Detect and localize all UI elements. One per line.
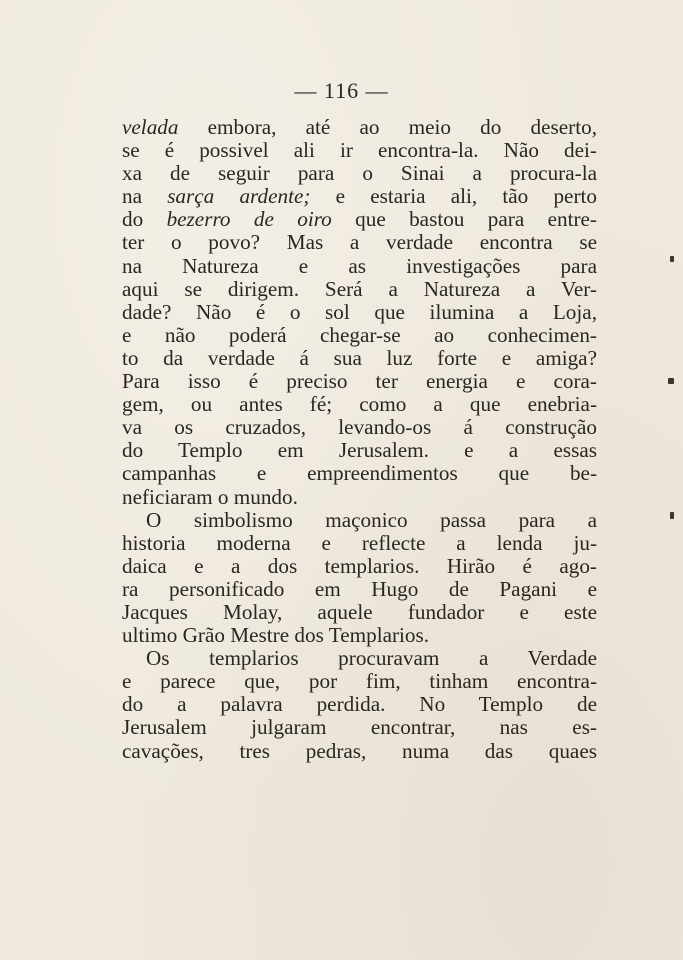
text-line — [122, 740, 597, 763]
text-line — [122, 555, 597, 578]
text-line — [122, 670, 597, 693]
text-run: na — [122, 184, 168, 209]
text-run: Jerusalem julgaram encontrar, nas es- — [122, 715, 597, 740]
text-line — [122, 185, 597, 208]
body-text — [122, 116, 597, 763]
text-run: se é possivel ali ir encontra-la. Não dei- — [122, 138, 597, 163]
text-line — [122, 416, 597, 439]
text-line — [122, 601, 597, 624]
text-run: to da verdade á sua luz forte e amiga? — [122, 345, 597, 370]
text-line — [122, 324, 597, 347]
page-number: — 116 — — [294, 78, 389, 103]
text-line — [122, 301, 597, 324]
text-line — [122, 370, 597, 393]
text-line — [122, 486, 597, 509]
text-line — [122, 116, 597, 139]
text-run: ter o povo? Mas a verdade encontra se — [122, 230, 597, 255]
text-line — [122, 231, 597, 254]
text-run: historia moderna e reflecte a lenda ju- — [122, 530, 597, 555]
text-line — [122, 462, 597, 485]
text-line — [122, 347, 597, 370]
text-line — [122, 624, 597, 647]
text-line — [122, 532, 597, 555]
text-run: gem, ou antes fé; como a que enebria- — [122, 392, 597, 417]
text-run: aqui se dirigem. Será a Natureza a Ver- — [122, 276, 597, 301]
text-run: e parece que, por fim, tinham encontra- — [122, 669, 597, 694]
text-line — [122, 693, 597, 716]
italic-text: sarça ardente; — [167, 184, 311, 209]
text-line — [122, 278, 597, 301]
text-run: que bastou para entre- — [331, 207, 597, 232]
text-line — [122, 139, 597, 162]
text-run: Jacques Molay, aquele fundador e este — [122, 599, 597, 624]
text-run: na Natureza e as investigações para — [122, 253, 597, 278]
ink-speck — [668, 378, 674, 384]
text-run: dade? Não é o sol que ilumina a Loja, — [122, 299, 597, 324]
text-run: ra personificado em Hugo de Pagani e — [122, 576, 597, 601]
text-run: Os templarios procuravam a Verdade — [146, 646, 597, 671]
ink-speck — [670, 256, 674, 262]
ink-speck — [670, 512, 674, 519]
text-run: do a palavra perdida. No Templo de — [122, 692, 597, 717]
text-run: do — [122, 207, 167, 232]
text-run: O simbolismo maçonico passa para a — [146, 507, 597, 532]
text-run: Para isso é preciso ter energia e cora- — [122, 369, 597, 394]
text-line — [122, 647, 597, 670]
text-line — [122, 716, 597, 739]
text-run: do Templo em Jerusalem. e a essas — [122, 438, 597, 463]
text-line — [122, 578, 597, 601]
text-run: va os cruzados, levando-os á construção — [122, 415, 597, 440]
text-line — [122, 208, 597, 231]
text-line — [122, 439, 597, 462]
text-line — [122, 509, 597, 532]
text-run: daica e a dos templarios. Hirão é ago- — [122, 553, 597, 578]
text-run: xa de seguir para o Sinai a procura-la — [122, 161, 597, 186]
text-run: campanhas e empreendimentos que be- — [122, 461, 597, 486]
text-run: ultimo Grão Mestre dos Templarios. — [122, 623, 430, 648]
text-line — [122, 393, 597, 416]
italic-text: velada — [122, 115, 179, 139]
text-run: cavações, tres pedras, numa das quaes — [122, 738, 597, 763]
text-line — [122, 255, 597, 278]
text-run: neficiaram o mundo. — [122, 484, 298, 509]
italic-text: bezerro de oiro — [166, 207, 332, 232]
text-run: e estaria ali, tão perto — [310, 184, 597, 209]
text-run: e não poderá chegar-se ao conhecimen- — [122, 322, 597, 347]
text-line — [122, 162, 597, 185]
text-run: embora, até ao meio do deserto, — [178, 115, 597, 139]
